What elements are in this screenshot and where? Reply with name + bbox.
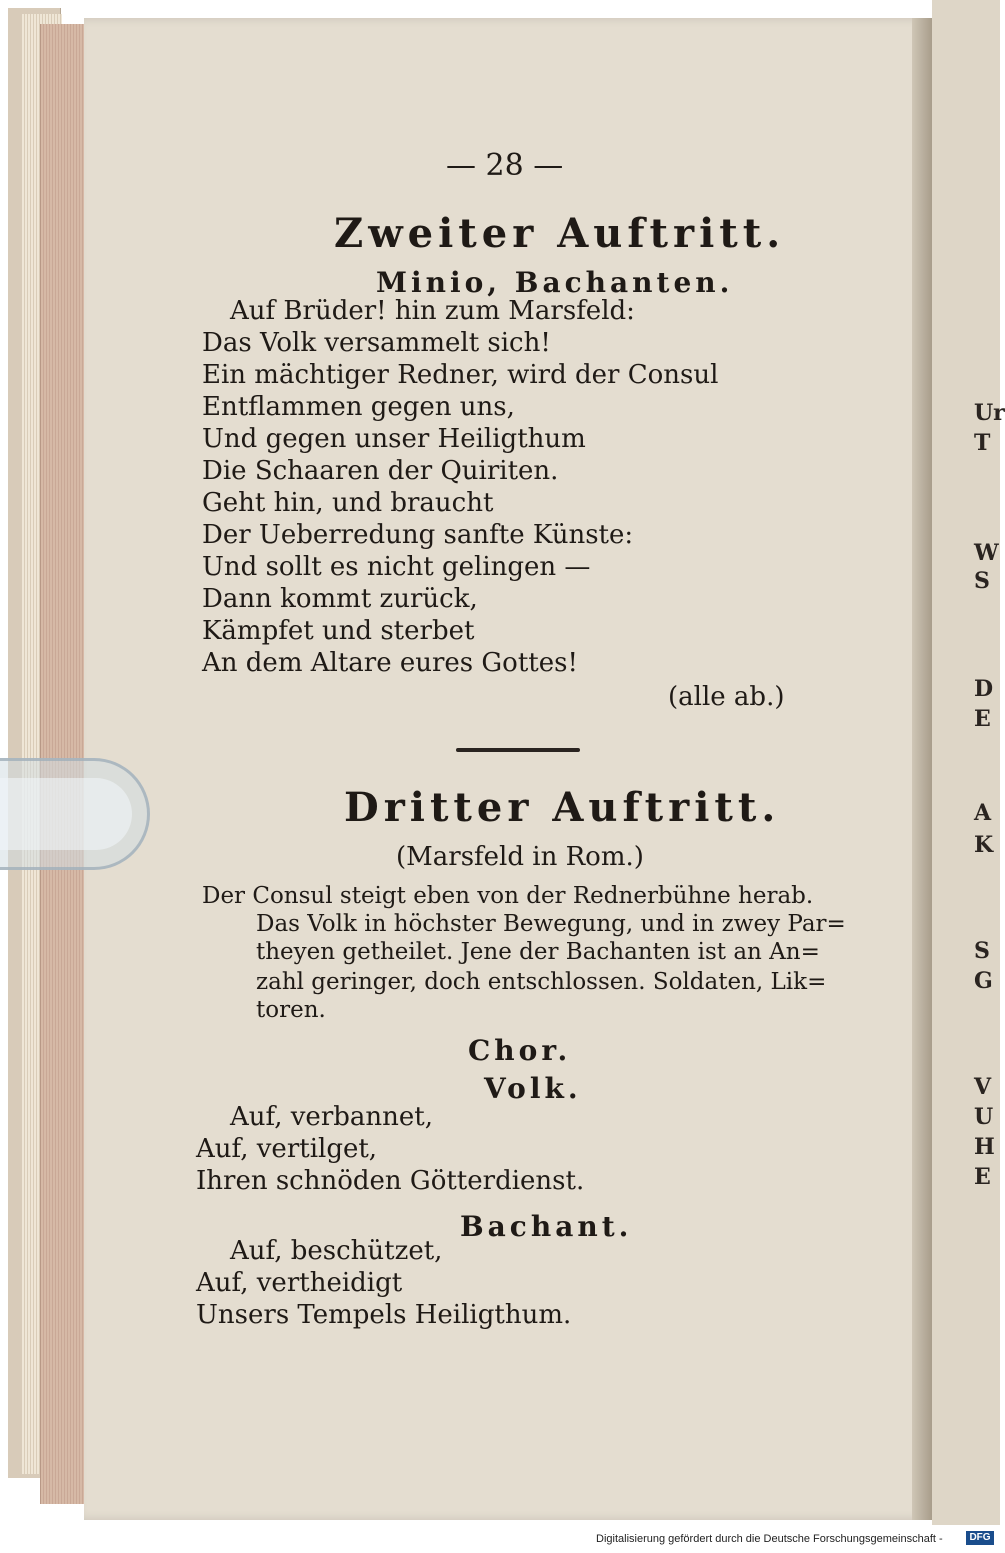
- next-page-fragment: E: [974, 1164, 991, 1190]
- scene-title: Zweiter Auftritt.: [334, 210, 786, 257]
- verse-line: Und sollt es nicht gelingen —: [202, 552, 591, 582]
- verse-line: Auf, vertilget,: [196, 1134, 378, 1164]
- next-page-fragment: T: [974, 430, 991, 456]
- verse-line: Auf, verbannet,: [230, 1102, 433, 1132]
- digitization-credit: Digitalisierung gefördert durch die Deutsche Forschungsgemeinschaft -: [596, 1533, 943, 1545]
- verse-line: Geht hin, und braucht: [202, 488, 494, 518]
- stage-direction-line: toren.: [256, 997, 326, 1023]
- page-number: — 28 —: [446, 148, 564, 183]
- verse-line: Die Schaaren der Quiriten.: [202, 456, 559, 486]
- verse-line: Unsers Tempels Heiligthum.: [196, 1300, 572, 1330]
- next-page-fragment: S: [974, 938, 990, 964]
- stage-direction-line: zahl geringer, doch entschlossen. Soldaten, Lik=: [256, 969, 827, 995]
- scene-title: Dritter Auftritt.: [344, 784, 781, 831]
- speaker-volk: Volk.: [484, 1072, 582, 1105]
- verse-line: Ein mächtiger Redner, wird der Consul: [202, 360, 719, 390]
- verse-line: An dem Altare eures Gottes!: [202, 648, 578, 678]
- next-page-fragment: W: [974, 540, 999, 566]
- verse-line: Das Volk versammelt sich!: [202, 328, 551, 358]
- section-divider: [456, 748, 580, 752]
- verse-line: Dann kommt zurück,: [202, 584, 478, 614]
- gutter-shadow: [912, 18, 932, 1520]
- next-page-fragment: S: [974, 568, 990, 594]
- stage-exit: (alle ab.): [668, 682, 785, 712]
- next-page-fragment: G: [974, 968, 993, 994]
- next-page-fragment: A: [974, 800, 992, 826]
- scene-characters: Minio, Bachanten.: [376, 266, 734, 299]
- next-page-fragment: V: [974, 1074, 992, 1100]
- chorus-heading: Chor.: [468, 1034, 572, 1067]
- speaker-bachant: Bachant.: [460, 1210, 633, 1243]
- verse-line: Kämpfet und sterbet: [202, 616, 475, 646]
- next-page-fragment: D: [974, 676, 994, 702]
- verse-line: Auf, beschützet,: [230, 1236, 443, 1266]
- verse-line: Und gegen unser Heiligthum: [202, 424, 586, 454]
- stage-direction-line: theyen getheilet. Jene der Bachanten ist an An=: [256, 939, 820, 965]
- verse-line: Ihren schnöden Götterdienst.: [196, 1166, 585, 1196]
- dfg-logo-icon: DFG: [966, 1531, 994, 1545]
- next-page-fragment: U: [974, 1104, 994, 1130]
- scene-setting: (Marsfeld in Rom.): [396, 842, 644, 872]
- next-page-edge: [932, 0, 1000, 1525]
- stage-direction-line: Der Consul steigt eben von der Rednerbühne herab.: [202, 883, 814, 909]
- verse-line: Auf Brüder! hin zum Marsfeld:: [230, 296, 635, 326]
- next-page-fragment: Ur: [974, 400, 1005, 426]
- next-page-fragment: H: [974, 1134, 995, 1160]
- bookmark-clip-inner: [0, 778, 132, 850]
- stage-direction-line: Das Volk in höchster Bewegung, und in zwey Par=: [256, 911, 846, 937]
- verse-line: Entflammen gegen uns,: [202, 392, 515, 422]
- next-page-fragment: K: [974, 832, 994, 858]
- verse-line: Der Ueberredung sanfte Künste:: [202, 520, 634, 550]
- verse-line: Auf, vertheidigt: [196, 1268, 403, 1298]
- next-page-fragment: E: [974, 706, 991, 732]
